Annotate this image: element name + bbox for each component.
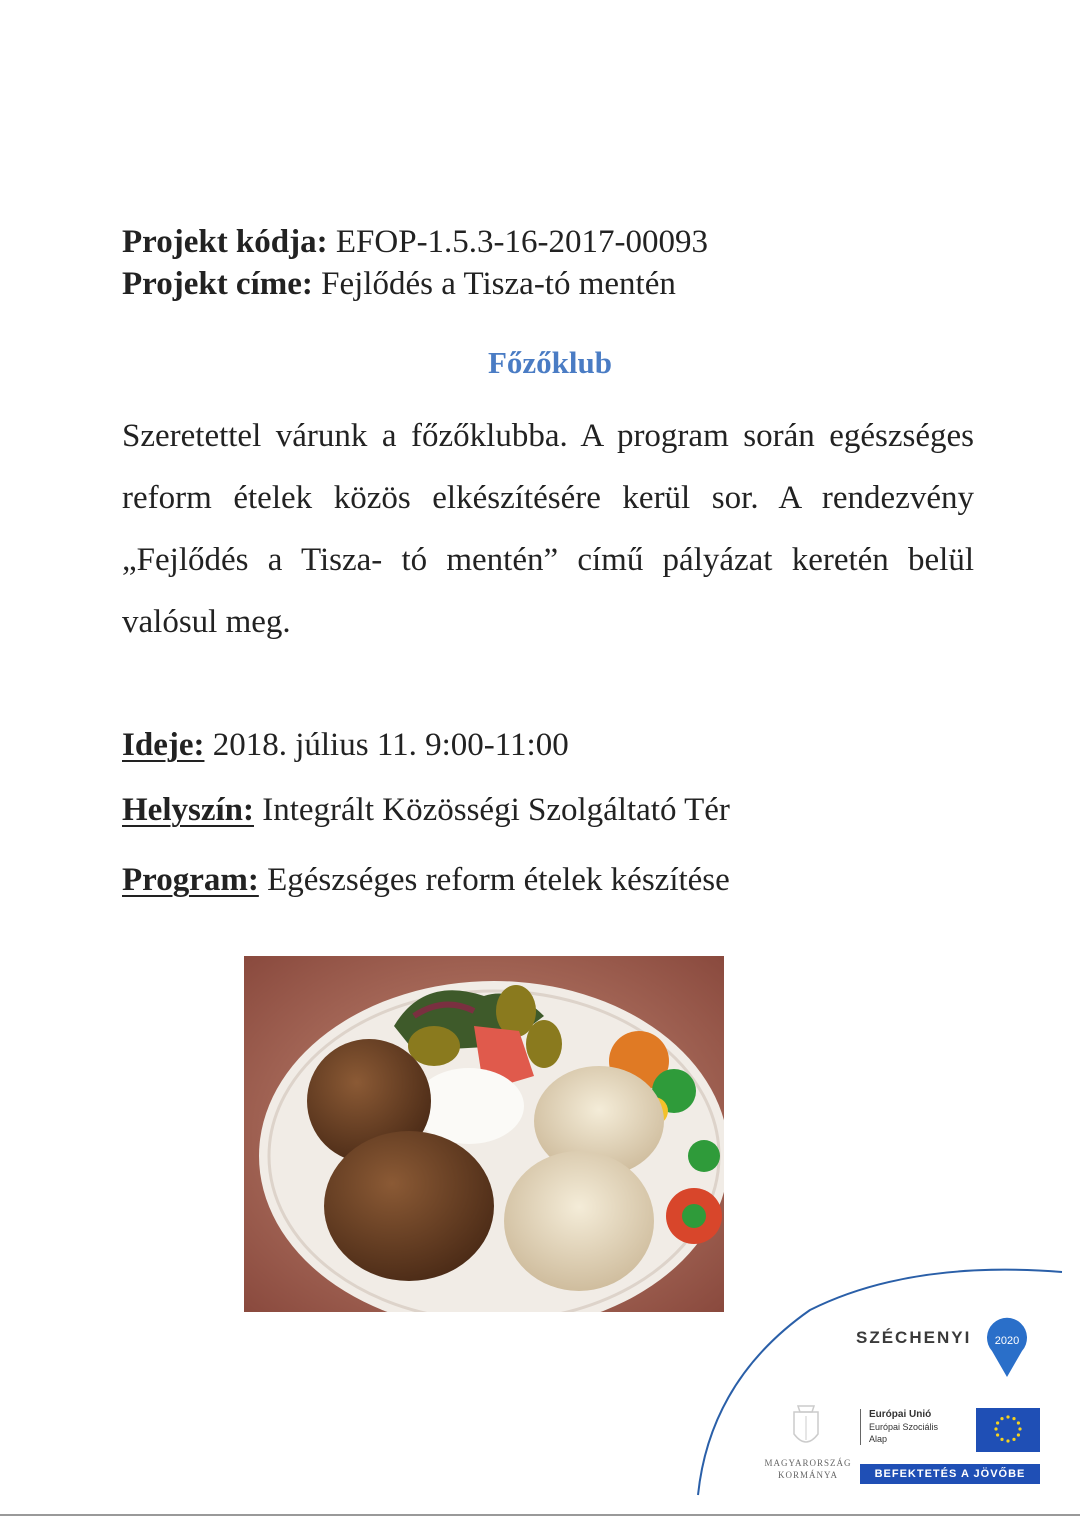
invest-banner: BEFEKTETÉS A JÖVŐBE — [860, 1464, 1040, 1484]
place-line — [122, 790, 730, 830]
hungarian-crest-icon — [784, 1400, 828, 1454]
szechenyi-logo-text: SZÉCHENYI — [856, 1328, 972, 1347]
project-title-value: Fejlődés a Tisza-tó mentén — [312, 266, 676, 302]
project-title-label: Projekt címe: — [122, 266, 313, 302]
eu-fund-line-2: Alap — [869, 1434, 888, 1444]
time-line — [122, 725, 569, 765]
eu-logo-text — [860, 1409, 938, 1445]
program-value: Egészséges reform ételek készítése — [258, 862, 730, 898]
eu-fund-line-1: Európai Szociális — [869, 1422, 939, 1432]
project-title-line — [122, 264, 676, 304]
szechenyi-pin-icon — [984, 1315, 1030, 1379]
place-label: Helyszín: — [122, 792, 254, 828]
invitation-text: Szeretettel várunk a főzőklubba. A program során egészséges reform ételek közös elkészítésére kerül sor. A rendezvény „Fejlődés a Tisza- tó mentén” című pályázat keretén belül valósul meg. — [122, 418, 974, 640]
program-line — [122, 860, 730, 900]
government-line-2: KORMÁNYA — [777, 1470, 838, 1480]
place-value: Integrált Közösségi Szolgáltató Tér — [253, 792, 730, 828]
time-label: Ideje: — [122, 727, 205, 763]
page-bottom-rule — [0, 1514, 1080, 1516]
project-code-line — [122, 222, 708, 262]
project-code-value: EFOP-1.5.3-16-2017-00093 — [327, 224, 709, 260]
project-code-label: Projekt kódja: — [122, 224, 328, 260]
food-photo — [244, 956, 724, 1312]
eu-flag-icon — [976, 1408, 1040, 1452]
eu-title: Európai Unió — [869, 1409, 932, 1420]
program-label: Program: — [122, 862, 259, 898]
time-value: 2018. július 11. 9:00-11:00 — [204, 727, 569, 763]
szechenyi-year: 2020 — [994, 1335, 1020, 1347]
government-line-1: MAGYARORSZÁG — [764, 1458, 852, 1468]
government-logo-text — [760, 1457, 856, 1481]
event-title: Főzőklub — [487, 345, 613, 380]
